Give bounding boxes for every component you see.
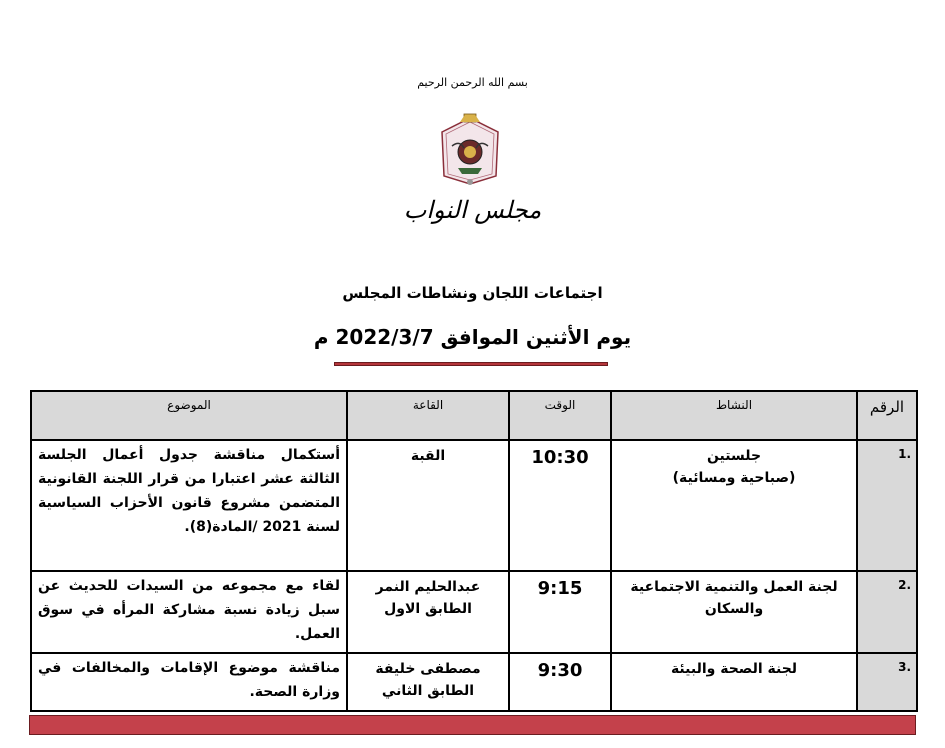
date-title: يوم الأثنين الموافق 2022/3/7 م [313,325,632,349]
row-activity: جلستين (صباحية ومسائية) [611,440,857,571]
header-hall: القاعة [347,391,509,440]
row-time: 9:15 [509,571,611,653]
row-topic: لقاء مع مجموعه من السيدات للحديث عن سبل زيادة نسبة مشاركة المرأه في سوق العمل. [31,571,347,653]
row-activity: لجنة العمل والتنمية الاجتماعية والسكان [611,571,857,653]
header-activity: النشاط [611,391,857,440]
row-hall: القبة [347,440,509,571]
row-time: 10:30 [509,440,611,571]
table-row [31,440,917,571]
header-time: الوقت [509,391,611,440]
table-header-row [31,391,917,440]
row-number: .3 [857,653,917,711]
basmala: بسم الله الرحمن الرحيم [417,76,528,89]
table-row [31,571,917,653]
header-number: الرقم [857,391,917,440]
row-topic: أستكمال مناقشة جدول أعمال الجلسة الثالثة عشر اعتبارا من قرار اللجنة القانونية المتضمن مشروع قانون الأحزاب السياسية لسنة 2021 /المادة(8). [31,440,347,571]
date-underline [334,362,608,366]
page-heading: اجتماعات اللجان ونشاطات المجلس [342,284,603,302]
row-topic: مناقشة موضوع الإقامات والمخالفات في وزارة الصحة. [31,653,347,711]
row-time: 9:30 [509,653,611,711]
coat-of-arms-emblem [430,112,510,190]
row-number: .2 [857,571,917,653]
table-row [31,653,917,711]
header-topic: الموضوع [31,391,347,440]
row-hall: عبدالحليم النمر الطابق الاول [347,571,509,653]
footer-accent-bar [29,715,916,735]
row-number: .1 [857,440,917,571]
row-hall: مصطفى خليفة الطابق الثاني [347,653,509,711]
council-name-calligraphy: مجلس النواب [403,196,542,224]
row-activity: لجنة الصحة والبيئة [611,653,857,711]
schedule-table [30,390,918,712]
